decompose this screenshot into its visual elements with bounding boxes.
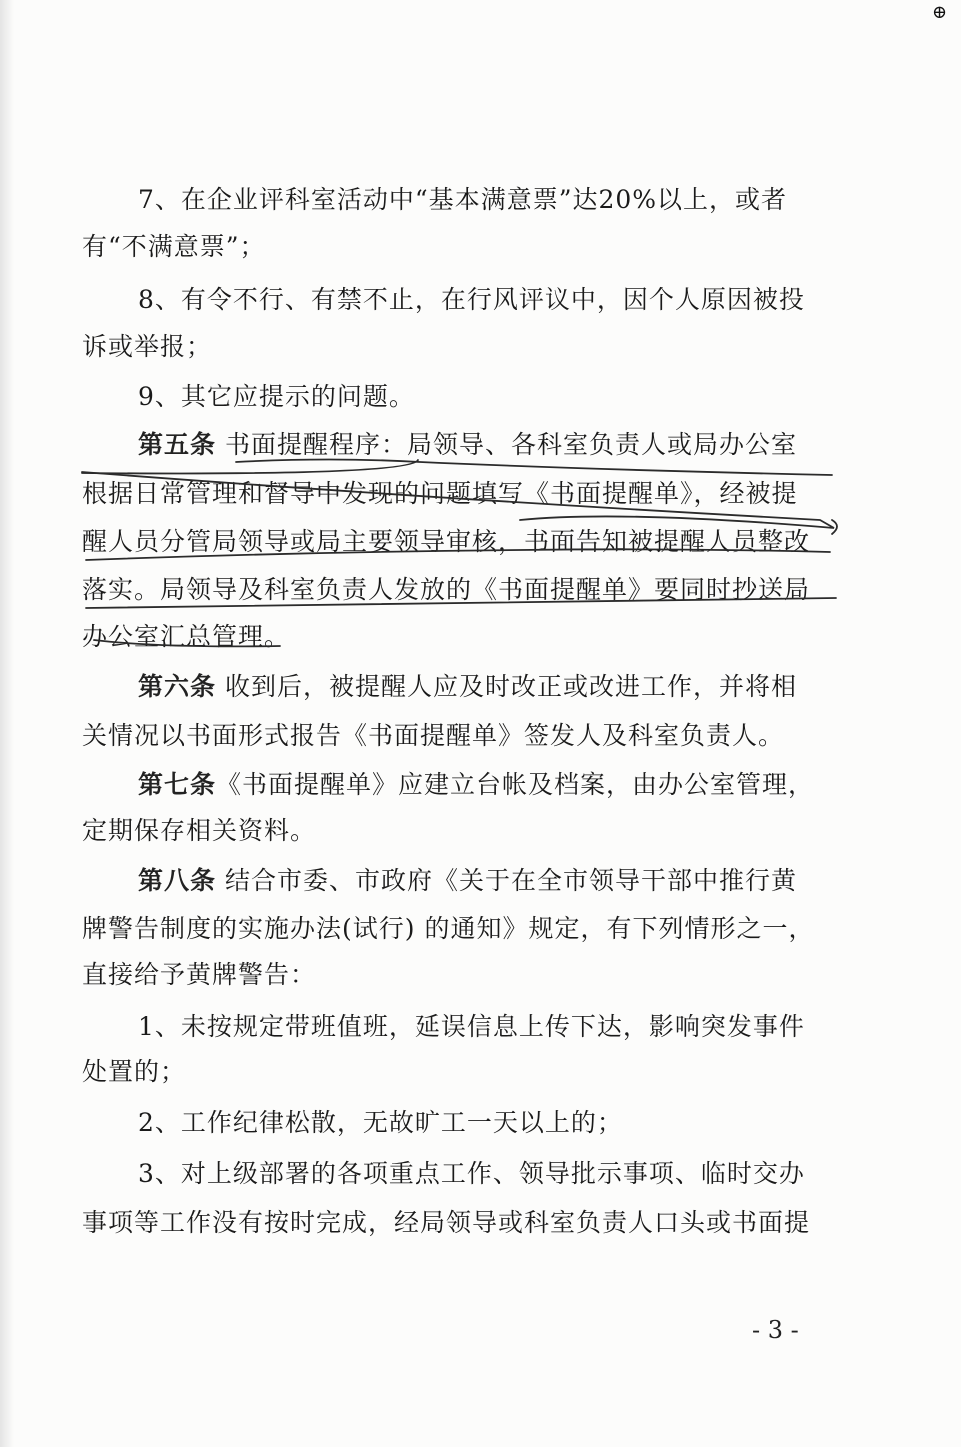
text-line: 2、工作纪律松散，无故旷工一天以上的； bbox=[138, 1108, 623, 1137]
text-line: 办公室汇总管理。 bbox=[82, 622, 291, 651]
article-6-text: 收到后，被提醒人应及时改正或改进工作，并将相 bbox=[216, 672, 797, 701]
text-line: 处置的； bbox=[82, 1057, 187, 1086]
article-8-line bbox=[138, 864, 842, 898]
text-line: 有“不满意票”； bbox=[82, 232, 266, 261]
article-7-line bbox=[138, 768, 842, 802]
article-5-line bbox=[138, 428, 842, 462]
article-8-heading: 第八条 bbox=[138, 866, 217, 895]
text-line: 7、在企业评科室活动中“基本满意票”达20%以上，或者 bbox=[138, 185, 788, 214]
article-6-heading: 第六条 bbox=[138, 672, 217, 701]
text-line: 关情况以书面形式报告《书面提醒单》签发人及科室负责人。 bbox=[82, 721, 785, 750]
corner-mark: ⊕ bbox=[931, 2, 947, 23]
text-line: 9、其它应提示的问题。 bbox=[138, 382, 415, 411]
text-line: 事项等工作没有按时完成，经局领导或科室负责人口头或书面提 bbox=[82, 1208, 811, 1237]
text-line: 8、有令不行、有禁不止，在行风评议中，因个人原因被投 bbox=[138, 285, 805, 314]
article-7-text: 《书面提醒单》应建立台帐及档案，由办公室管理， bbox=[216, 770, 815, 799]
text-line: 醒人员分管局领导或局主要领导审核，书面告知被提醒人员整改 bbox=[82, 527, 811, 556]
text-line: 根据日常管理和督导中发现的问题填写《书面提醒单》，经被提 bbox=[82, 479, 798, 508]
text-line: 诉或举报； bbox=[82, 332, 213, 361]
article-5-text: 书面提醒程序：局领导、各科室负责人或局办公室 bbox=[216, 430, 797, 459]
text-line: 3、对上级部署的各项重点工作、领导批示事项、临时交办 bbox=[138, 1159, 805, 1188]
article-6-line bbox=[138, 670, 842, 704]
scan-edge-shadow bbox=[0, 0, 14, 1447]
article-8-text: 结合市委、市政府《关于在全市领导干部中推行黄 bbox=[216, 866, 797, 895]
text-line: 直接给予黄牌警告： bbox=[82, 960, 317, 989]
text-line: 定期保存相关资料。 bbox=[82, 816, 317, 845]
page-number: - 3 - bbox=[752, 1316, 799, 1344]
text-line: 牌警告制度的实施办法(试行) 的通知》规定，有下列情形之一， bbox=[82, 914, 815, 943]
text-line: 1、未按规定带班值班，延误信息上传下达，影响突发事件 bbox=[138, 1012, 805, 1041]
underline-mark bbox=[82, 460, 418, 473]
article-5-heading: 第五条 bbox=[138, 430, 217, 459]
text-line: 落实。局领导及科室负责人发放的《书面提醒单》要同时抄送局 bbox=[82, 575, 811, 604]
article-7-heading: 第七条 bbox=[138, 770, 217, 799]
